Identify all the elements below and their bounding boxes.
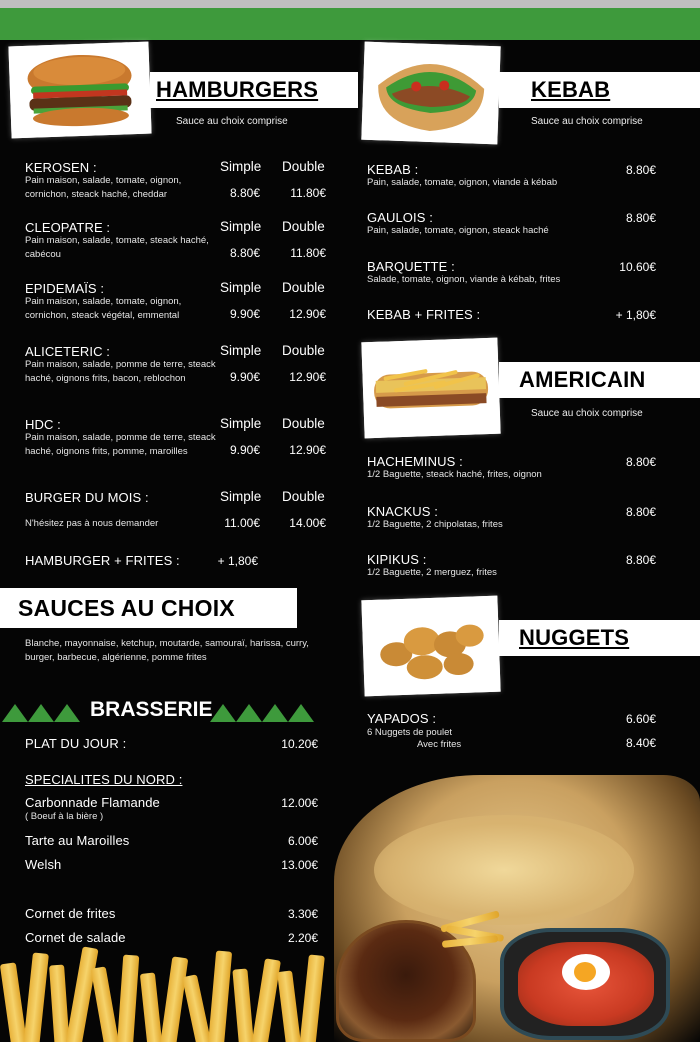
kebab-item-price: 8.80€	[625, 163, 656, 177]
burger-double-label: Double	[282, 280, 325, 295]
americain-item-price: 8.80€	[625, 455, 656, 469]
burger-item-desc: Pain maison, salade, tomate, steack haché, cabécou	[25, 235, 209, 260]
nuggets-item-name: YAPADOS :	[367, 711, 437, 726]
americain-item-price: 8.80€	[625, 505, 656, 519]
hamburger-photo	[8, 42, 151, 139]
burger-simple-label: Simple	[220, 489, 262, 504]
burger-double-label: Double	[282, 489, 325, 504]
burger-item-name: BURGER DU MOIS :	[25, 490, 149, 505]
brasserie-item-name: Welsh	[25, 857, 62, 872]
burger-simple-price: 11.00€	[224, 516, 260, 530]
brasserie-item-price: 12.00€	[281, 796, 318, 810]
kebab-banner	[499, 72, 700, 108]
fries-photo	[0, 945, 340, 1042]
nuggets-option-price: 8.40€	[625, 736, 656, 750]
nuggets-banner	[499, 620, 700, 656]
fries-side-photo	[440, 908, 510, 952]
americain-sandwich-photo	[361, 338, 500, 439]
nuggets-photo	[361, 596, 500, 697]
kebab-item-desc: Pain, salade, tomate, oignon, viande à kébab	[367, 177, 558, 188]
burger-double-label: Double	[282, 219, 325, 234]
triangle-decor	[262, 704, 288, 722]
side-item-name: Cornet de frites	[25, 906, 116, 921]
burger-simple-price: 9.90€	[229, 370, 260, 384]
burger-simple-label: Simple	[220, 159, 262, 174]
burger-simple-label: Simple	[220, 219, 262, 234]
triangle-decor	[210, 704, 236, 722]
sauces-banner	[0, 588, 297, 628]
burger-item-name: CLEOPATRE :	[25, 220, 111, 235]
specialites-label: SPECIALITES DU NORD :	[25, 772, 183, 787]
nuggets-item-desc: 6 Nuggets de poulet	[367, 727, 453, 738]
kebab-item-price: 8.80€	[625, 211, 656, 225]
burger-simple-label: Simple	[220, 343, 262, 358]
burger-simple-price: 8.80€	[229, 246, 260, 260]
triangle-decor	[288, 704, 314, 722]
kebab-item-name: KEBAB + FRITES :	[367, 307, 481, 322]
triangle-decor	[28, 704, 54, 722]
americain-item-desc: 1/2 Baguette, 2 merguez, frites	[367, 567, 497, 578]
burger-double-label: Double	[282, 416, 325, 431]
sauces-title: SAUCES AU CHOIX	[18, 594, 235, 621]
hamburger-frites-label: HAMBURGER + FRITES :	[25, 553, 180, 568]
burger-double-price: 14.00€	[289, 516, 326, 530]
burger-item-name: KEROSEN :	[25, 160, 97, 175]
burger-item-desc: Pain maison, salade, tomate, oignon, cornichon, steack végétal, emmental	[25, 296, 182, 321]
kebab-item-name: KEBAB :	[367, 162, 419, 177]
top-strip	[0, 0, 700, 8]
americain-sauce-note: Sauce au choix comprise	[531, 408, 643, 419]
side-item-price: 2.20€	[287, 931, 318, 945]
kebab-item-desc: Pain, salade, tomate, oignon, steack haché	[367, 225, 549, 236]
burger-simple-label: Simple	[220, 416, 262, 431]
americain-item-name: HACHEMINUS :	[367, 454, 463, 469]
brasserie-title: BRASSERIE	[90, 698, 213, 721]
header-green-bar	[0, 8, 700, 40]
hamburgers-banner	[150, 72, 358, 108]
side-item-price: 3.30€	[287, 907, 318, 921]
sauces-list: Blanche, mayonnaise, ketchup, moutarde, samouraï, harissa, curry, burger, barbecue, algérienne, pomme frites	[25, 638, 309, 663]
welsh-photo	[500, 928, 670, 1040]
burger-item-desc: N'hésitez pas à nous demander	[25, 518, 159, 529]
brasserie-item-price: 6.00€	[287, 834, 318, 848]
burger-item-desc: Pain maison, salade, pomme de terre, steack haché, oignons frits, pomme, maroilles	[25, 432, 216, 457]
brasserie-item-price: 13.00€	[281, 858, 318, 872]
americain-item-desc: 1/2 Baguette, 2 chipolatas, frites	[367, 519, 503, 530]
triangle-decor	[236, 704, 262, 722]
burger-double-price: 11.80€	[290, 246, 326, 260]
kebab-item-name: BARQUETTE :	[367, 259, 455, 274]
hamburger-frites-price: + 1,80€	[217, 554, 258, 568]
brasserie-header	[0, 698, 330, 724]
kebab-item-name: GAULOIS :	[367, 210, 433, 225]
triangle-decor	[2, 704, 28, 722]
burger-simple-price: 9.90€	[229, 307, 260, 321]
brasserie-item-note: ( Boeuf à la bière )	[25, 811, 104, 822]
burger-double-price: 12.90€	[289, 443, 326, 457]
burger-item-name: ALICETERIC :	[25, 344, 110, 359]
kebab-sauce-note: Sauce au choix comprise	[531, 116, 643, 127]
nuggets-item-price: 6.60€	[625, 712, 656, 726]
americain-item-price: 8.80€	[625, 553, 656, 567]
kebab-item-price: + 1,80€	[615, 308, 656, 322]
nuggets-title: NUGGETS	[519, 625, 630, 650]
brasserie-item-name: Carbonnade Flamande	[25, 795, 160, 810]
burger-double-price: 12.90€	[289, 370, 326, 384]
menu-page	[0, 40, 700, 1042]
burger-item-name: EPIDEMAÏS :	[25, 281, 105, 296]
americain-item-name: KNACKUS :	[367, 504, 438, 519]
plat-du-jour-price: 10.20€	[281, 737, 318, 751]
triangle-decor	[54, 704, 80, 722]
kebab-item-desc: Salade, tomate, oignon, viande à kébab, frites	[367, 274, 561, 285]
burger-double-price: 12.90€	[289, 307, 326, 321]
americain-banner	[499, 362, 700, 398]
kebab-photo	[361, 42, 500, 145]
hamburgers-title: HAMBURGERS	[156, 77, 319, 102]
side-item-name: Cornet de salade	[25, 930, 126, 945]
americain-title: AMERICAIN	[519, 367, 646, 392]
americain-item-desc: 1/2 Baguette, steack haché, frites, oignon	[367, 469, 542, 480]
burger-double-label: Double	[282, 343, 325, 358]
nuggets-option-label: Avec frites	[417, 739, 462, 750]
burger-simple-price: 8.80€	[229, 186, 260, 200]
kebab-title: KEBAB	[531, 77, 611, 102]
brasserie-item-name: Tarte au Maroilles	[25, 833, 130, 848]
plat-du-jour-label: PLAT DU JOUR :	[25, 736, 127, 751]
hamburgers-sauce-note: Sauce au choix comprise	[176, 116, 288, 127]
burger-double-label: Double	[282, 159, 325, 174]
kebab-item-price: 10.60€	[619, 260, 656, 274]
americain-item-name: KIPIKUS :	[367, 552, 427, 567]
burger-item-desc: Pain maison, salade, pomme de terre, steack haché, oignons frits, bacon, reblochon	[25, 359, 216, 384]
burger-item-desc: Pain maison, salade, tomate, oignon, cornichon, steack haché, cheddar	[25, 175, 182, 200]
burger-simple-price: 9.90€	[229, 443, 260, 457]
burger-item-name: HDC :	[25, 417, 61, 432]
burger-simple-label: Simple	[220, 280, 262, 295]
burger-double-price: 11.80€	[290, 186, 326, 200]
